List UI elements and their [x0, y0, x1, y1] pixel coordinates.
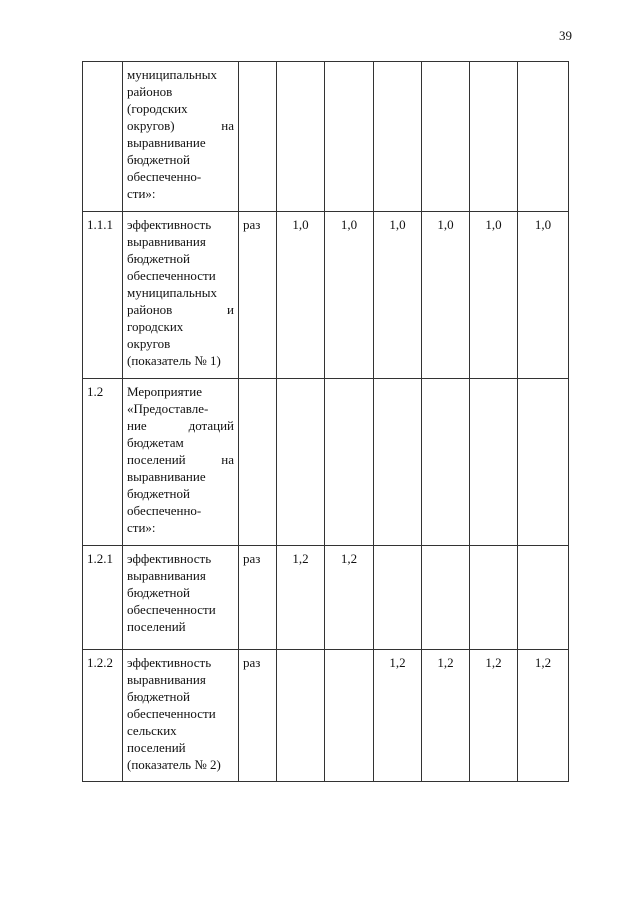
indicators-table: [82, 61, 569, 782]
indicator-name-line: бюджетной: [127, 689, 190, 704]
indicator-name-line: выравнивания: [127, 568, 206, 583]
indicator-name-cell: [123, 650, 239, 782]
indicator-name-line: бюджетной: [127, 251, 190, 266]
row-number-cell: 1.1.1: [83, 212, 123, 379]
value-cell: 1,0: [374, 212, 422, 379]
indicator-name-line: округов) на: [127, 118, 234, 133]
indicator-name-line: сельских: [127, 723, 177, 738]
indicator-name-line: «Предоставле-: [127, 401, 209, 416]
value-cell: [518, 62, 569, 212]
value-cell: [422, 546, 470, 650]
value-cell: [325, 62, 374, 212]
value-cell: [325, 650, 374, 782]
indicator-name-line: обеспеченно-: [127, 169, 202, 184]
indicator-name-line: (городских: [127, 101, 188, 116]
row-number-cell: 1.2: [83, 379, 123, 546]
value-cell: 1,2: [325, 546, 374, 650]
value-cell: 1,0: [277, 212, 325, 379]
value-cell: [470, 62, 518, 212]
row-number-cell: [83, 62, 123, 212]
indicator-name-line: муниципальных: [127, 285, 218, 300]
indicator-name-line: обеспеченности: [127, 602, 216, 617]
table-row: [83, 62, 569, 212]
value-cell: 1,0: [325, 212, 374, 379]
value-cell: 1,2: [277, 546, 325, 650]
indicator-name-line: поселений: [127, 740, 186, 755]
unit-cell: раз: [239, 650, 277, 782]
indicator-name-cell: [123, 62, 239, 212]
row-number-cell: 1.2.1: [83, 546, 123, 650]
value-cell: [470, 379, 518, 546]
indicator-name-line: бюджетной: [127, 152, 190, 167]
table-row: [83, 379, 569, 546]
indicator-name-line: сти»:: [127, 520, 156, 535]
indicator-name-line: обеспеченно-: [127, 503, 202, 518]
unit-cell: [239, 379, 277, 546]
indicator-name-line: выравнивание: [127, 469, 206, 484]
value-cell: 1,2: [374, 650, 422, 782]
indicator-name-line: Мероприятие: [127, 384, 202, 399]
value-cell: [374, 379, 422, 546]
indicator-name-line: обеспеченности: [127, 706, 216, 721]
value-cell: [374, 62, 422, 212]
value-cell: [277, 62, 325, 212]
indicator-name-line: сти»:: [127, 186, 156, 201]
indicator-name-line: (показатель № 1): [127, 353, 221, 368]
indicator-name-line: районов: [127, 84, 173, 99]
indicator-name-cell: [123, 212, 239, 379]
indicator-name-cell: [123, 546, 239, 650]
indicator-name-line: районов и: [127, 302, 234, 317]
indicator-name-line: поселений на: [127, 452, 234, 467]
value-cell: 1,0: [518, 212, 569, 379]
indicator-name-cell: [123, 379, 239, 546]
unit-cell: раз: [239, 212, 277, 379]
value-cell: [422, 379, 470, 546]
indicator-name-line: выравнивания: [127, 234, 206, 249]
value-cell: [277, 379, 325, 546]
row-number-cell: 1.2.2: [83, 650, 123, 782]
value-cell: [422, 62, 470, 212]
page-number: 39: [559, 28, 572, 43]
indicator-name-line: бюджетной: [127, 585, 190, 600]
value-cell: [518, 379, 569, 546]
value-cell: 1,0: [470, 212, 518, 379]
indicator-name-line: выравнивания: [127, 672, 206, 687]
table-row: [83, 212, 569, 379]
unit-cell: [239, 62, 277, 212]
indicator-name-line: округов: [127, 336, 171, 351]
value-cell: 1,0: [422, 212, 470, 379]
value-cell: [374, 546, 422, 650]
indicator-name-line: городских: [127, 319, 184, 334]
indicator-name-line: муниципальных: [127, 67, 218, 82]
table-body: [83, 62, 569, 782]
table-row: [83, 650, 569, 782]
value-cell: [518, 546, 569, 650]
indicator-name-line: выравнивание: [127, 135, 206, 150]
value-cell: [325, 379, 374, 546]
value-cell: 1,2: [518, 650, 569, 782]
value-cell: [277, 650, 325, 782]
indicator-name-line: обеспеченности: [127, 268, 216, 283]
indicator-name-line: (показатель № 2): [127, 757, 221, 772]
indicator-name-line: эффективность: [127, 551, 212, 566]
value-cell: 1,2: [470, 650, 518, 782]
value-cell: 1,2: [422, 650, 470, 782]
indicator-name-line: бюджетной: [127, 486, 190, 501]
indicator-name-line: бюджетам: [127, 435, 184, 450]
indicator-name-line: поселений: [127, 619, 186, 634]
indicator-name-line: ние дотаций: [127, 418, 234, 433]
indicator-name-line: эффективность: [127, 217, 212, 232]
unit-cell: раз: [239, 546, 277, 650]
value-cell: [470, 546, 518, 650]
indicator-name-line: эффективность: [127, 655, 212, 670]
table-row: [83, 546, 569, 650]
